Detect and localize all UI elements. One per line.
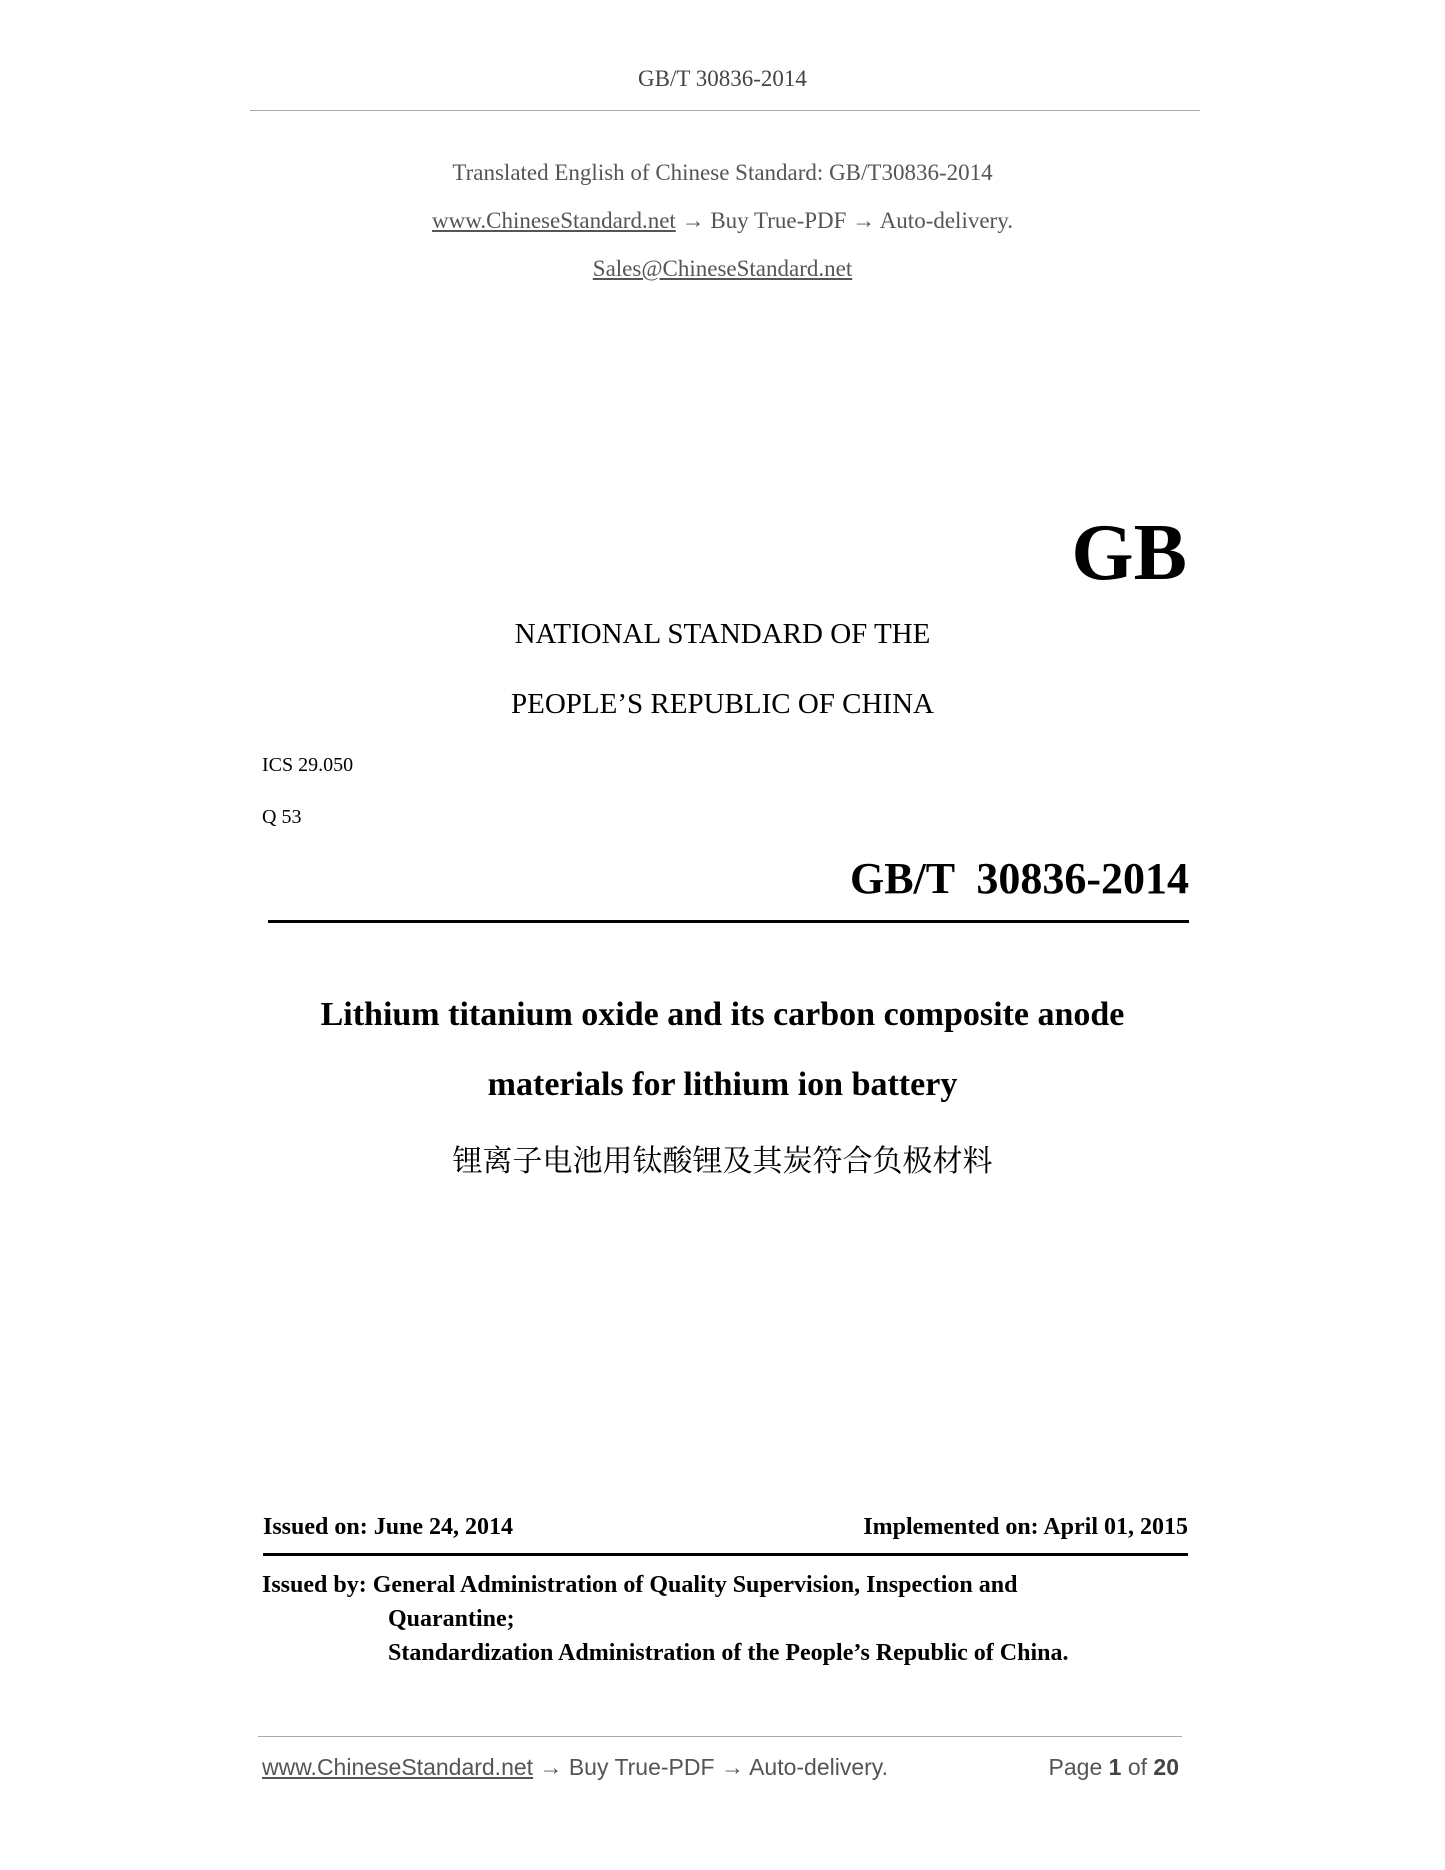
title-cn: 锂离子电池用钛酸锂及其炭符合负极材料 [452, 1144, 993, 1179]
total-pages: 20 [1153, 1754, 1179, 1780]
issued-on: Issued on: June 24, 2014 [263, 1514, 514, 1540]
translation-note: Translated English of Chinese Standard: GB/T30836-2014 [452, 160, 993, 185]
issued-by-line-1: Issued by: General Administration of Quality Supervision, Inspection and [262, 1572, 1018, 1598]
running-header: GB/T 30836-2014 [638, 66, 807, 91]
ics-code: ICS 29.050 [262, 754, 354, 776]
email-link[interactable]: Sales@ChineseStandard.net [592, 256, 853, 281]
gb-mark: GB [1071, 509, 1187, 597]
standard-number: GB/T 30836-2014 [849, 854, 1189, 903]
arrow-icon: → [681, 208, 705, 233]
of-label: of [1127, 1754, 1148, 1780]
title-en-line-1: Lithium titanium oxide and its carbon composite anode [320, 996, 1125, 1033]
title-en-line-2: materials for lithium ion battery [487, 1066, 958, 1103]
site-link[interactable]: www.ChineseStandard.net [432, 208, 676, 233]
national-standard-line-1: NATIONAL STANDARD OF THE [514, 618, 931, 650]
arrow-icon: → [539, 1754, 563, 1780]
footer-auto-text: Auto-delivery. [749, 1754, 888, 1780]
national-standard-line-2: PEOPLE’S REPUBLIC OF CHINA [511, 688, 934, 720]
footer-buy-text: Buy True-PDF [568, 1754, 715, 1780]
promo-purchase-line [0, 208, 1445, 234]
buy-text: Buy True-PDF [710, 208, 847, 233]
title-divider [268, 920, 1189, 923]
arrow-icon: → [720, 1754, 744, 1780]
footer-site-link[interactable]: www.ChineseStandard.net [262, 1754, 534, 1780]
issued-by-line-2: Quarantine; [388, 1606, 515, 1632]
footer-promo [262, 1754, 888, 1781]
page-indicator [1049, 1754, 1179, 1781]
auto-delivery-text: Auto-delivery. [879, 208, 1013, 233]
arrow-icon: → [852, 208, 876, 233]
ccs-code: Q 53 [262, 806, 302, 828]
dates-divider [263, 1553, 1188, 1556]
page-number: 1 [1108, 1754, 1122, 1780]
issued-by-block [262, 1568, 1069, 1670]
header-divider [250, 110, 1200, 111]
issued-by-line-3: Standardization Administration of the People’s Republic of China. [388, 1640, 1069, 1666]
footer-divider [258, 1736, 1182, 1737]
page-label: Page [1048, 1754, 1103, 1780]
promo-email-line [0, 256, 1445, 282]
implemented-on: Implemented on: April 01, 2015 [863, 1514, 1188, 1540]
dates-row [263, 1514, 1188, 1541]
